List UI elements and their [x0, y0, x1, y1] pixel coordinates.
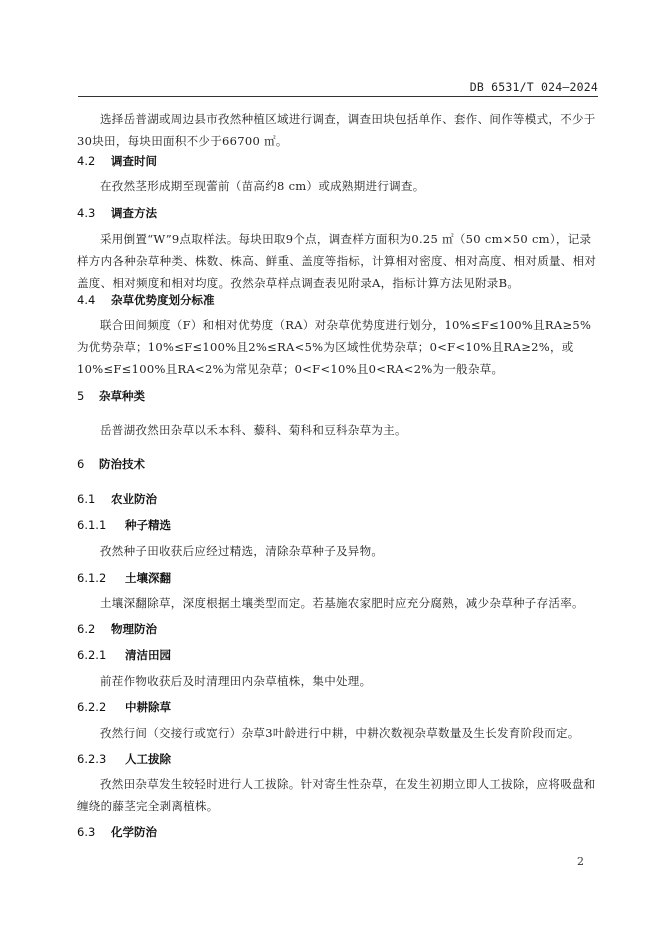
heading-title: 防治技术 [99, 457, 145, 471]
heading-4-3 [77, 205, 157, 221]
heading-title: 杂草优势度划分标准 [111, 293, 215, 307]
heading-title: 化学防治 [111, 825, 157, 839]
heading-title: 调查时间 [111, 154, 157, 168]
heading-6-2-1 [77, 647, 171, 663]
paragraph-6-1-2: 土壤深翻除草，深度根据土壤类型而定。若基施农家肥时应充分腐熟，减少杂草种子存活率。 [100, 596, 584, 610]
heading-title: 土壤深翻 [125, 571, 171, 585]
paragraph-intro: 选择岳普湖或周边县市孜然种植区域进行调查，调查田块包括单作、套作、间作等模式，不少于30块田，每块田面积不少于66700 ㎡。 [77, 112, 596, 148]
heading-6-2 [77, 621, 157, 637]
header-rule [78, 96, 598, 97]
heading-number: 4.2 [77, 154, 96, 168]
paragraph-4-3: 采用倒置“W”9点取样法。每块田取9个点，调查样方面积为0.25 ㎡（50 cm×50 cm），记录样方内各种杂草种类、株数、株高、鲜重、盖度等指标，计算相对密度、相对高度、相对质量、相对盖度、相对频度和相对均度。孜然杂草样点调查表见附录A，指标计算方法见附录B。 [77, 232, 597, 290]
page-number: 2 [577, 855, 584, 868]
heading-5 [77, 388, 145, 404]
heading-title: 农业防治 [111, 492, 157, 506]
paragraph-6-2-1: 前茬作物收获后及时清理田内杂草植株，集中处理。 [100, 674, 372, 688]
heading-6-3 [77, 824, 157, 840]
heading-title: 人工拔除 [125, 752, 171, 766]
heading-title: 杂草种类 [99, 389, 145, 403]
heading-6-1-1 [77, 517, 171, 533]
paragraph-6-1-1: 孜然种子田收获后应经过精选，清除杂草种子及异物。 [100, 544, 384, 558]
heading-6 [77, 456, 145, 472]
heading-6-2-3 [77, 751, 171, 767]
heading-number: 4.4 [77, 293, 96, 307]
heading-title: 种子精选 [125, 518, 171, 532]
heading-number: 6.2 [77, 622, 96, 636]
heading-number: 6.3 [77, 825, 96, 839]
heading-title: 清洁田园 [125, 648, 171, 662]
heading-number: 5 [77, 389, 85, 403]
heading-6-2-2 [77, 699, 171, 715]
heading-number: 4.3 [77, 206, 96, 220]
paragraph-4-4: 联合田间频度（F）和相对优势度（RA）对杂草优势度进行划分，10%≤F≤100%且RA≥5%为优势杂草；10%≤F≤100%且2%≤RA<5%为区域性优势杂草；0<F<10%且RA≥2%，或10%≤F≤100%且RA<2%为常见杂草；0<F<10%且0<RA<2%为一般杂草。 [77, 318, 592, 376]
document-code: DB 6531/T 024—2024 [469, 80, 598, 94]
heading-number: 6.1 [77, 492, 96, 506]
heading-number: 6.2.3 [77, 752, 107, 766]
paragraph-6-2-2: 孜然行间（交接行或宽行）杂草3叶龄进行中耕，中耕次数视杂草数量及生长发育阶段而定。 [100, 726, 580, 740]
paragraph-6-2-3: 孜然田杂草发生较轻时进行人工拔除。针对寄生性杂草，在发生初期立即人工拔除，应将吸盘和缠绕的藤茎完全剥离植株。 [77, 777, 596, 813]
heading-title: 中耕除草 [125, 700, 171, 714]
paragraph-4-2: 在孜然茎形成期至现蕾前（苗高约8 cm）或成熟期进行调查。 [100, 179, 425, 193]
heading-title: 物理防治 [111, 622, 157, 636]
heading-number: 6.1.1 [77, 518, 107, 532]
heading-6-1-2 [77, 570, 171, 586]
heading-number: 6.1.2 [77, 571, 107, 585]
heading-6-1 [77, 491, 157, 507]
paragraph-5: 岳普湖孜然田杂草以禾本科、藜科、菊科和豆科杂草为主。 [100, 423, 407, 437]
heading-number: 6.2.1 [77, 648, 107, 662]
heading-title: 调查方法 [111, 206, 157, 220]
heading-4-4 [77, 292, 215, 308]
heading-4-2 [77, 153, 157, 169]
heading-number: 6 [77, 457, 85, 471]
heading-number: 6.2.2 [77, 700, 107, 714]
